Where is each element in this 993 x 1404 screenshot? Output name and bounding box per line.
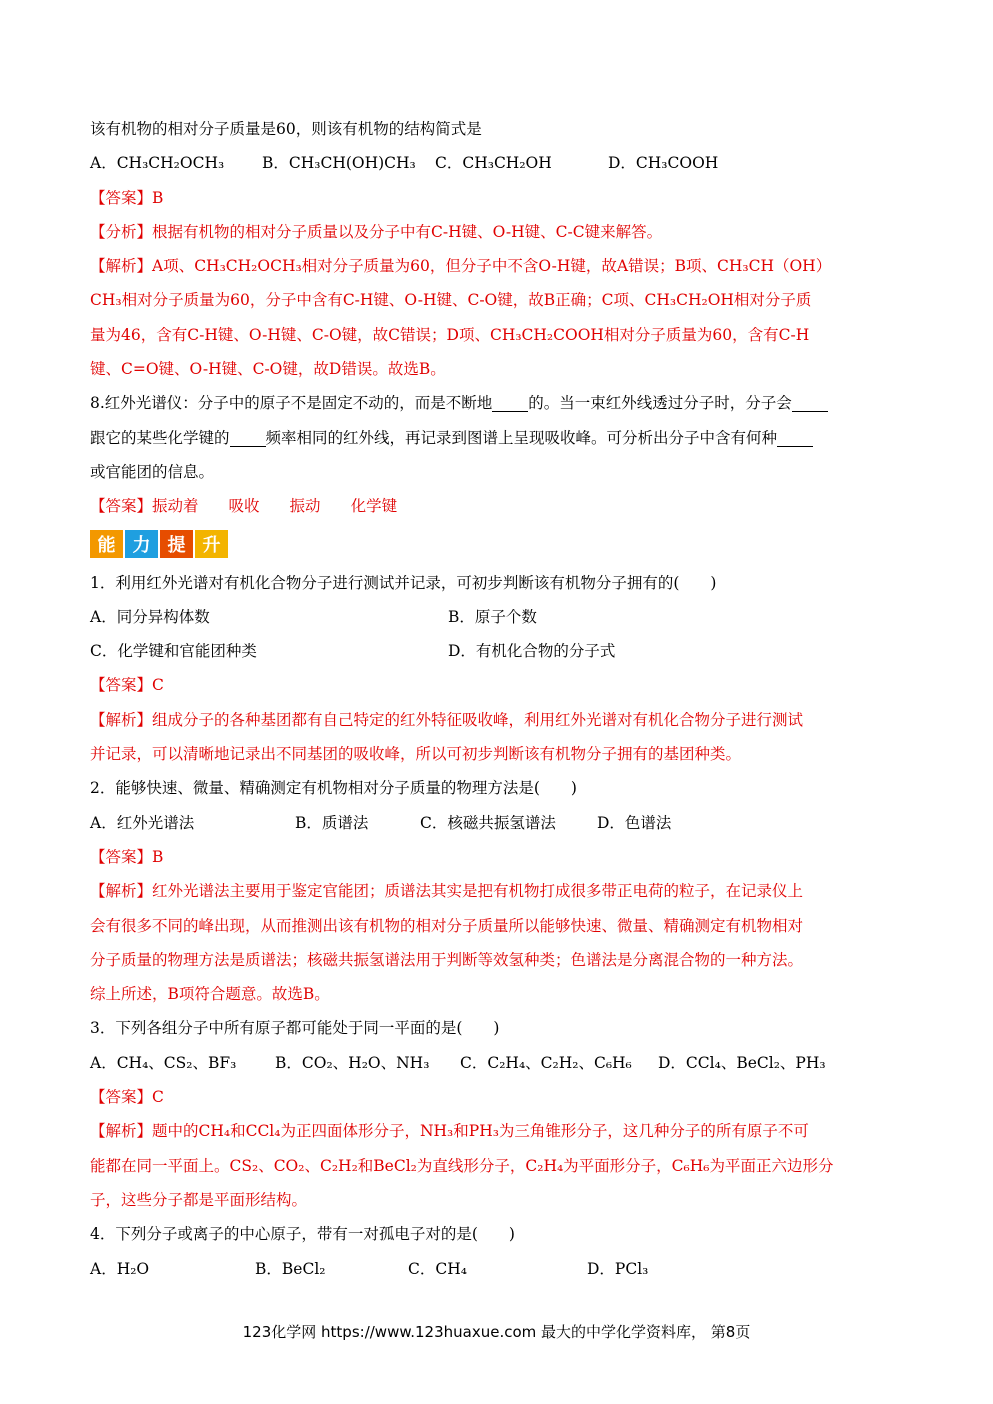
p3-option-d: D．CCl₄、BeCl₂、PH₃ bbox=[658, 1053, 826, 1072]
p3-option-c: C．C₂H₄、C₂H₂、C₆H₆ bbox=[460, 1053, 632, 1072]
p2-option-c: C．核磁共振氢谱法 bbox=[420, 813, 556, 832]
p4-option-c: C．CH₄ bbox=[408, 1259, 467, 1278]
section-heading bbox=[90, 524, 905, 566]
q8-line-3: 或官能团的信息。 bbox=[90, 462, 215, 481]
p3-explanation-line-1: 【解析】题中的CH₄和CCl₄为正四面体形分子，NH₃和PH₃为三角锥形分子，这几种分子的所有原子不可 bbox=[90, 1122, 809, 1141]
p2-explanation-line-2: 会有很多不同的峰出现，从而推测出该有机物的相对分子质量所以能够快速、微量、精确测定有机物相对 bbox=[90, 916, 804, 935]
p3-options bbox=[90, 1046, 905, 1080]
document-body bbox=[90, 112, 905, 1286]
q7-option-d: D．CH₃COOH bbox=[608, 154, 719, 173]
p4-option-b: B．BeCl₂ bbox=[255, 1259, 326, 1278]
p3-stem: 3．下列各组分子中所有原子都可能处于同一平面的是( ) bbox=[90, 1019, 500, 1038]
p2-option-d: D．色谱法 bbox=[597, 813, 672, 832]
q8-answer-3: 振动 bbox=[289, 497, 321, 516]
p4-options bbox=[90, 1252, 905, 1286]
p1-explanation-line-1: 【解析】组成分子的各种基团都有自己特定的红外特征吸收峰，利用红外光谱对有机化合物分子进行测试 bbox=[90, 710, 804, 729]
q8-answer-4: 化学键 bbox=[350, 497, 398, 516]
q8-blank-1 bbox=[492, 391, 528, 412]
q8-line-1 bbox=[90, 386, 905, 420]
q8-answer-2: 吸收 bbox=[228, 497, 260, 516]
p1-option-a: A．同分异构体数 bbox=[90, 607, 210, 626]
q7-explanation-line-1: 【解析】A项、CH₃CH₂OCH₃相对分子质量为60，但分子中不含O-H键，故A错误；B项、CH₃CH（OH） bbox=[90, 257, 832, 276]
section-tile: 能 bbox=[90, 530, 123, 558]
p1-option-c: C．化学键和官能团种类 bbox=[90, 642, 257, 661]
q8-text: 跟它的某些化学键的 bbox=[90, 428, 230, 447]
p3-option-b: B．CO₂、H₂O、NH₃ bbox=[275, 1053, 430, 1072]
q7-explanation-line-3: 量为46，含有C-H键、O-H键、C-O键，故C错误；D项、CH₃CH₂COOH相对分子质量为60，含有C-H bbox=[90, 325, 810, 344]
p2-option-a: A．红外光谱法 bbox=[90, 813, 195, 832]
p2-explanation-line-3: 分子质量的物理方法是质谱法；核磁共振氢谱法用于判断等效氢种类；色谱法是分离混合物的一种方法。 bbox=[90, 950, 804, 969]
p2-stem: 2．能够快速、微量、精确测定有机物相对分子质量的物理方法是( ) bbox=[90, 779, 577, 798]
p3-explanation-line-3: 子，这些分子都是平面形结构。 bbox=[90, 1190, 308, 1209]
p4-option-d: D．PCl₃ bbox=[587, 1259, 649, 1278]
p3-option-a: A．CH₄、CS₂、BF₃ bbox=[90, 1053, 237, 1072]
page-footer: 123化学网 https://www.123huaxue.com 最大的中学化学资料库， 第8页 bbox=[242, 1323, 751, 1341]
q7-option-b: B．CH₃CH(OH)CH₃ bbox=[262, 154, 416, 173]
p2-answer: 【答案】B bbox=[90, 847, 164, 866]
q8-line-2 bbox=[90, 421, 905, 455]
p1-options-row-1 bbox=[90, 600, 905, 634]
q8-text: 的。当一束红外线透过分子时，分子会 bbox=[528, 394, 792, 413]
q7-option-a: A．CH₃CH₂OCH₃ bbox=[90, 154, 225, 173]
p3-answer: 【答案】C bbox=[90, 1088, 164, 1107]
q7-explanation-line-2: CH₃相对分子质量为60，分子中含有C-H键、O-H键、C-O键，故B正确；C项、CH₃CH₂OH相对分子质 bbox=[90, 291, 812, 310]
section-tiles bbox=[90, 530, 228, 558]
section-tile: 升 bbox=[195, 530, 228, 558]
q7-options bbox=[90, 146, 905, 180]
p2-options bbox=[90, 806, 905, 840]
p1-options-row-2 bbox=[90, 634, 905, 668]
p1-answer: 【答案】C bbox=[90, 676, 164, 695]
q8-answer-label: 【答案】 bbox=[90, 497, 153, 516]
p1-stem: 1．利用红外光谱对有机化合物分子进行测试并记录，可初步判断该有机物分子拥有的( ) bbox=[90, 573, 717, 592]
q8-blank-4 bbox=[777, 426, 813, 447]
q8-text: 频率相同的红外线，再记录到图谱上呈现吸收峰。可分析出分子中含有何种 bbox=[265, 428, 778, 447]
q8-blank-2 bbox=[792, 391, 828, 412]
q7-stem: 该有机物的相对分子质量是60，则该有机物的结构简式是 bbox=[90, 120, 482, 138]
q8-text: 8.红外光谱仪：分子中的原子不是固定不动的，而是不断地 bbox=[90, 394, 493, 413]
q7-explanation-line-4: 键、C=O键、O-H键、C-O键，故D错误。故选B。 bbox=[90, 360, 446, 379]
q8-answer-1: 振动着 bbox=[152, 497, 199, 516]
p1-option-d: D．有机化合物的分子式 bbox=[448, 642, 616, 661]
q7-answer: 【答案】B bbox=[90, 188, 164, 207]
p1-explanation-line-2: 并记录，可以清晰地记录出不同基团的吸收峰，所以可初步判断该有机物分子拥有的基团种类。 bbox=[90, 745, 742, 764]
p4-stem: 4．下列分子或离子的中心原子，带有一对孤电子对的是( ) bbox=[90, 1225, 515, 1244]
q7-analysis: 【分析】根据有机物的相对分子质量以及分子中有C-H键、O-H键、C-C键来解答。 bbox=[90, 222, 663, 241]
p2-explanation-line-4: 综上所述，B项符合题意。故选B。 bbox=[90, 985, 330, 1004]
q8-answer bbox=[90, 489, 905, 523]
p1-option-b: B．原子个数 bbox=[448, 607, 537, 626]
p2-option-b: B．质谱法 bbox=[295, 813, 369, 832]
section-tile: 力 bbox=[125, 530, 158, 558]
section-tile: 提 bbox=[160, 530, 193, 558]
q7-option-c: C．CH₃CH₂OH bbox=[435, 154, 552, 173]
p2-explanation-line-1: 【解析】红外光谱法主要用于鉴定官能团；质谱法其实是把有机物打成很多带正电荷的粒子，在记录仪上 bbox=[90, 882, 804, 901]
p4-option-a: A．H₂O bbox=[90, 1259, 150, 1278]
q8-blank-3 bbox=[230, 426, 266, 447]
p3-explanation-line-2: 能都在同一平面上。CS₂、CO₂、C₂H₂和BeCl₂为直线形分子，C₂H₄为平面形分子，C₆H₆为平面正六边形分 bbox=[90, 1156, 834, 1175]
